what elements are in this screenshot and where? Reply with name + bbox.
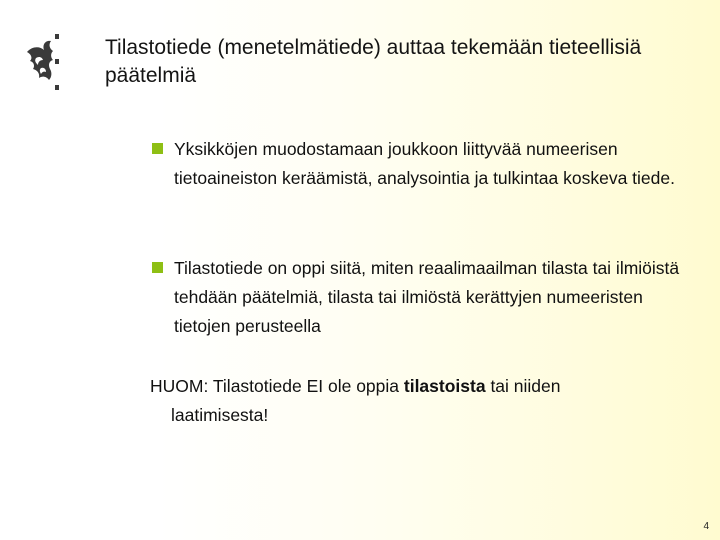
note-text-bold: tilastoista xyxy=(403,376,486,396)
note-paragraph xyxy=(150,372,670,430)
page-number: 4 xyxy=(703,521,709,532)
bullet-text: Tilastotiede on oppi siitä, miten reaalimaailman tilasta tai ilmiöistä tehdään päätelmiä, tilasta tai ilmiöstä kerättyjen numeeristen tietojen perusteella xyxy=(174,258,680,336)
bullet-item xyxy=(152,254,692,341)
slide-title: Tilastotiede (menetelmätiede) auttaa tekemään tieteellisiä päätelmiä xyxy=(105,36,642,87)
note-text-line2: laatimisesta! xyxy=(171,405,269,425)
bullet-marker-icon xyxy=(152,143,163,154)
university-flame-logo-icon xyxy=(22,32,74,96)
bullet-item xyxy=(152,135,692,193)
note-text-before: HUOM: Tilastotiede EI ole oppia xyxy=(150,376,404,396)
bullet-text: Yksikköjen muodostamaan joukkoon liittyvää numeerisen tietoaineiston keräämistä, analysointia ja tulkintaa koskeva tiede. xyxy=(174,139,675,188)
bullet-marker-icon xyxy=(152,262,163,273)
note-text-after: tai niiden xyxy=(485,376,561,396)
